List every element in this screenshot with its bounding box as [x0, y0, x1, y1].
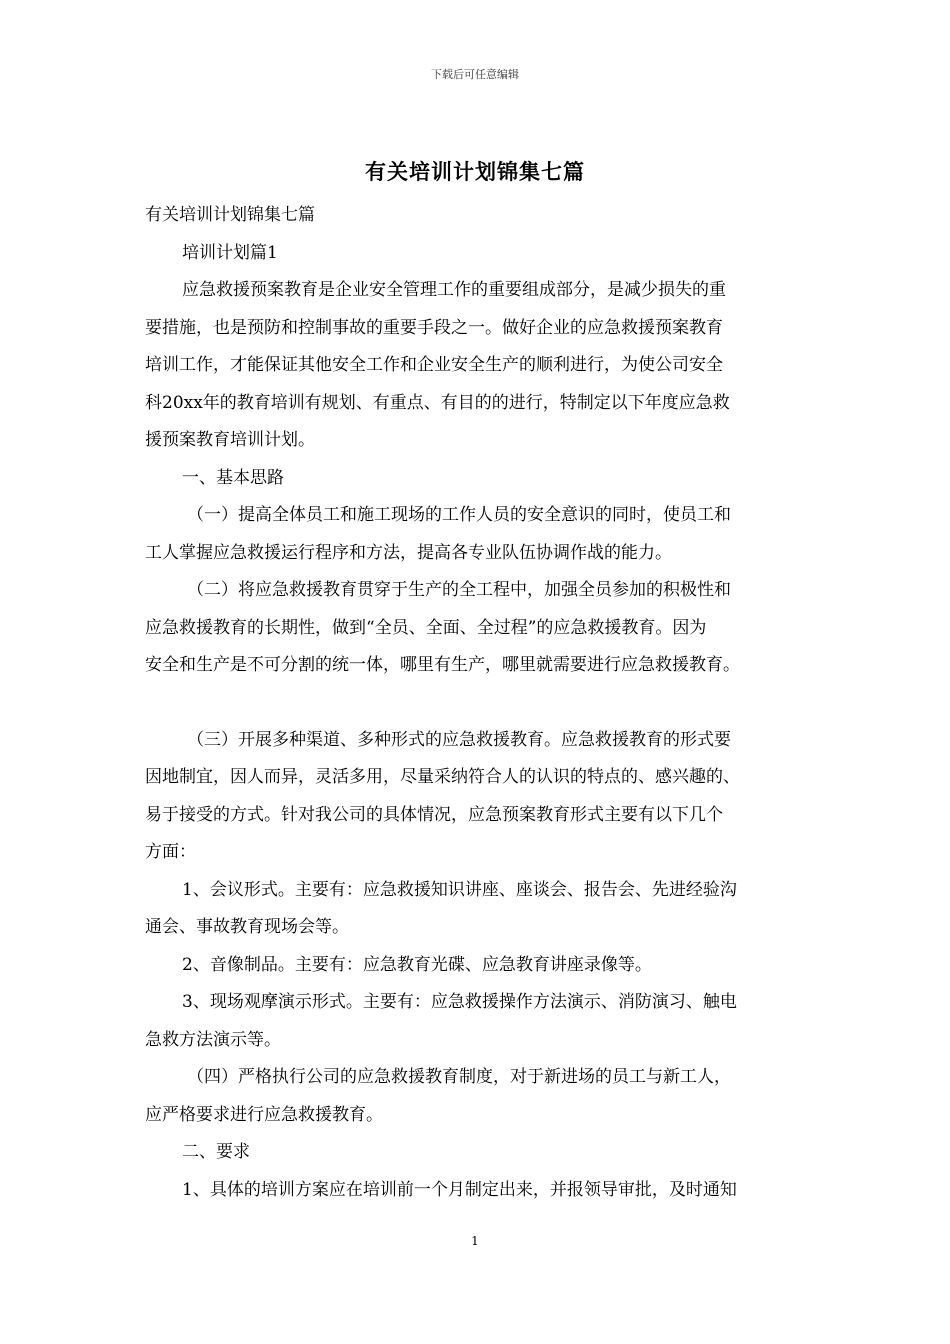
section-heading: 一、基本思路 [182, 467, 284, 488]
list-item-line: 急救方法演示等。 [145, 1029, 281, 1050]
blank-line [145, 685, 809, 722]
list-item-line: 通会、事故教育现场会等。 [145, 917, 349, 937]
paragraph-line: 因地制宜，因人而异，灵活多用，尽量采纳符合人的认识的特点的、感兴趣的、 [145, 767, 740, 787]
list-item-line: 2、音像制品。主要有：应急教育光碟、应急教育讲座录像等。 [182, 954, 652, 975]
list-item-line: 1、具体的培训方案应在培训前一个月制定出来，并报领导审批，及时通知 [182, 1179, 737, 1200]
list-item-line: 3、现场观摩演示形式。主要有：应急救援操作方法演示、消防演习、触电 [182, 992, 737, 1012]
header-note: 下载后可任意编辑 [431, 68, 519, 81]
paragraph-line: 工人掌握应急救援运行程序和方法，提高各专业队伍协调作战的能力。 [145, 542, 672, 563]
paragraph-line: 科20xx年的教育培训有规划、有重点、有目的的进行，特制定以下年度应急救 [145, 392, 730, 413]
paragraph-line: 方面： [145, 842, 196, 862]
paragraph-line: 培训工作，才能保证其他安全工作和企业安全生产的顺利进行，为使公司安全 [145, 355, 723, 375]
document-title: 有关培训计划锦集七篇 [365, 159, 585, 184]
paragraph-line: （二）将应急救援教育贯穿于生产的全工程中，加强全员参加的积极性和 [187, 580, 731, 600]
paragraph-line: 易于接受的方式。针对我公司的具体情况，应急预案教育形式主要有以下几个 [145, 804, 723, 825]
list-item-line: 1、会议形式。主要有：应急救援知识讲座、座谈会、报告会、先进经验沟 [182, 879, 737, 900]
paragraph-line: 应严格要求进行应急救援教育。 [145, 1104, 383, 1125]
document-body [145, 197, 809, 1209]
section-heading: 二、要求 [182, 1142, 250, 1162]
section-heading: 培训计划篇1 [182, 242, 278, 263]
paragraph-line: 应急救援教育的长期性，做到“全员、全面、全过程”的应急救援教育。因为 [145, 617, 707, 638]
subtitle-line: 有关培训计划锦集七篇 [145, 205, 315, 225]
page-number: 1 [471, 1234, 479, 1248]
paragraph-line: （一）提高全体员工和施工现场的工作人员的安全意识的同时，使员工和 [187, 505, 731, 525]
paragraph-line: 应急救援预案教育是企业安全管理工作的重要组成部分，是减少损失的重 [182, 280, 726, 300]
paragraph-line: 援预案教育培训计划。 [145, 430, 315, 450]
paragraph-line: 要措施，也是预防和控制事故的重要手段之一。做好企业的应急救援预案教育 [145, 317, 723, 338]
paragraph-line: 安全和生产是不可分割的统一体，哪里有生产，哪里就需要进行应急救援教育。 [145, 655, 740, 675]
paragraph-line: （四）严格执行公司的应急救援教育制度，对于新进场的员工与新工人， [187, 1067, 731, 1087]
paragraph-line: （三）开展多种渠道、多种形式的应急救援教育。应急救援教育的形式要 [187, 729, 731, 750]
